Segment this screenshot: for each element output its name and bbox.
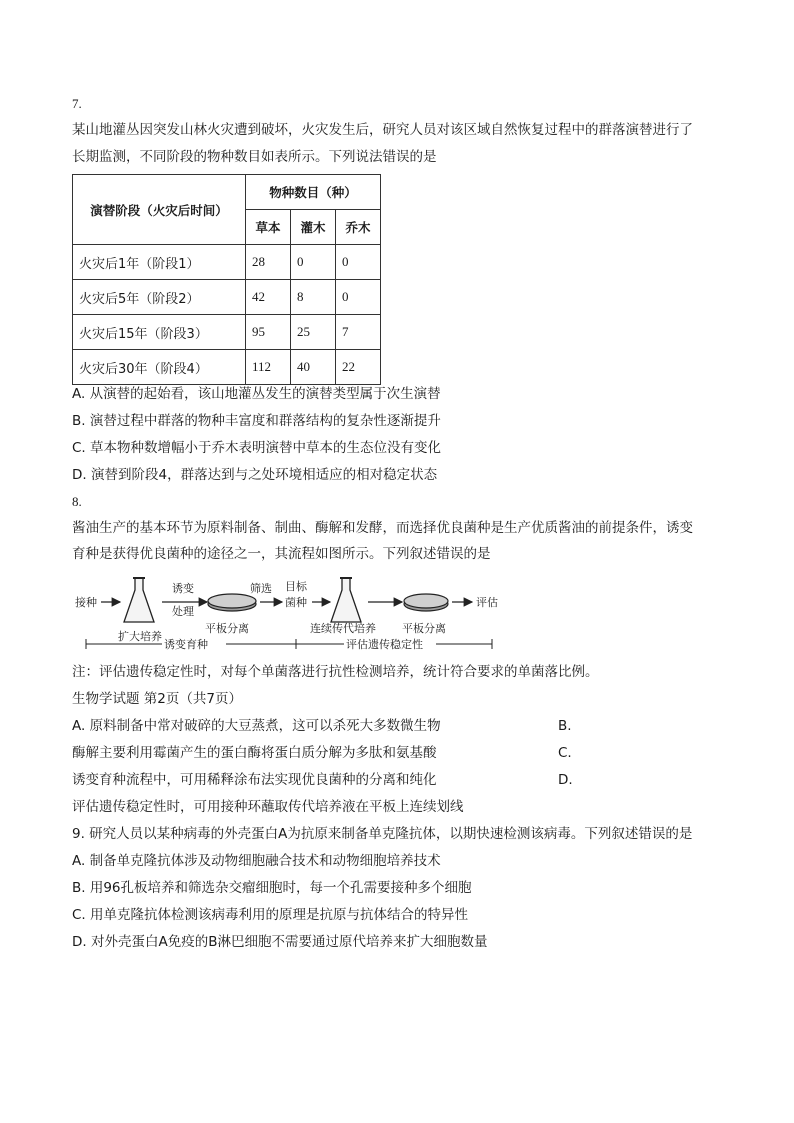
flow-label-inoculate: 接种 (75, 596, 97, 609)
q7-option-a: A. 从演替的起始看，该山地灌丛发生的演替类型属于次生演替 (72, 386, 441, 402)
flow-label-target-1: 目标 (285, 580, 307, 593)
table-cell-stage: 火灾后15年（阶段3） (73, 315, 246, 350)
table-cell-shrub: 40 (291, 350, 336, 385)
table-cell-tree: 0 (336, 280, 381, 315)
flow-label-expand-culture: 扩大培养 (118, 630, 162, 643)
q9-stem: 9. 研究人员以某种病毒的外壳蛋白A为抗原来制备单克隆抗体，以期快速检测该病毒。下列叙述错误的是 (72, 826, 693, 842)
q7-option-b: B. 演替过程中群落的物种丰富度和群落结构的复杂性逐渐提升 (72, 413, 441, 429)
q8-flow-diagram (72, 570, 512, 654)
q7-stem-line2: 长期监测，不同阶段的物种数目如表所示。下列说法错误的是 (72, 149, 437, 165)
table-cell-herb: 28 (246, 245, 291, 280)
flask-icon (331, 578, 361, 622)
flow-label-continuous-culture: 连续传代培养 (310, 622, 376, 635)
q8-option-d-text: 评估遗传稳定性时，可用接种环蘸取传代培养液在平板上连续划线 (72, 799, 464, 815)
table-header-herb: 草本 (246, 210, 291, 245)
q7-option-d: D. 演替到阶段4，群落达到与之处环境相适应的相对稳定状态 (72, 467, 438, 483)
q8-stem-line1: 酱油生产的基本环节为原料制备、制曲、酶解和发酵，而选择优良菌种是生产优质酱油的前提条件，诱变 (72, 520, 693, 536)
table-header-shrub: 灌木 (291, 210, 336, 245)
table-cell-stage: 火灾后5年（阶段2） (73, 280, 246, 315)
table-row (73, 245, 381, 280)
q9-option-c: C. 用单克隆抗体检测该病毒利用的原理是抗原与抗体结合的特异性 (72, 907, 469, 923)
table-row (73, 280, 381, 315)
table-header-tree: 乔木 (336, 210, 381, 245)
q7-stem-line1: 某山地灌丛因突发山林火灾遭到破坏，火灾发生后，研究人员对该区域自然恢复过程中的群落演替进行了 (72, 122, 693, 138)
q7-species-table (72, 174, 381, 385)
page-footer: 生物学试题 第2页（共7页） (72, 691, 242, 707)
flow-label-mutagenesis-1: 诱变 (172, 582, 194, 595)
flow-label-plate-separation-1: 平板分离 (205, 622, 249, 635)
table-cell-tree: 22 (336, 350, 381, 385)
q9-option-a: A. 制备单克隆抗体涉及动物细胞融合技术和动物细胞培养技术 (72, 853, 441, 869)
flow-label-target-2: 菌种 (285, 596, 307, 609)
petri-dish-icon (208, 594, 256, 611)
q7-option-c: C. 草本物种数增幅小于乔木表明演替中草本的生态位没有变化 (72, 440, 442, 456)
table-cell-herb: 95 (246, 315, 291, 350)
flow-bracket-evaluate-stability: 评估遗传稳定性 (346, 638, 423, 651)
flask-icon (124, 578, 154, 622)
table-cell-shrub: 25 (291, 315, 336, 350)
q7-number: 7. (72, 96, 82, 111)
q8-option-c-text: 诱变育种流程中，可用稀释涂布法实现优良菌种的分离和纯化 (72, 772, 437, 788)
table-cell-stage: 火灾后1年（阶段1） (73, 245, 246, 280)
flow-label-screen: 筛选 (250, 582, 272, 595)
table-cell-shrub: 0 (291, 245, 336, 280)
table-cell-herb: 42 (246, 280, 291, 315)
table-row (73, 350, 381, 385)
q8-note: 注：评估遗传稳定性时，对每个单菌落进行抗性检测培养，统计符合要求的单菌落比例。 (72, 664, 599, 680)
flow-label-plate-separation-2: 平板分离 (402, 622, 446, 635)
flow-label-evaluate: 评估 (476, 596, 498, 609)
q8-number: 8. (72, 494, 82, 509)
flow-label-mutagenesis-2: 处理 (172, 605, 194, 618)
table-header-species: 物种数目（种） (246, 175, 381, 210)
table-header-stage: 演替阶段（火灾后时间） (73, 175, 246, 245)
flow-bracket-mutation-breeding: 诱变育种 (164, 638, 208, 651)
q8-option-d-label: D. (558, 772, 573, 788)
table-cell-tree: 0 (336, 245, 381, 280)
table-row (73, 315, 381, 350)
q8-option-c-label: C. (558, 745, 572, 761)
q8-option-b-label: B. (558, 718, 572, 734)
q8-stem-line2: 育种是获得优良菌种的途径之一，其流程如图所示。下列叙述错误的是 (72, 546, 491, 562)
table-cell-herb: 112 (246, 350, 291, 385)
petri-dish-icon (404, 594, 448, 611)
table-cell-tree: 7 (336, 315, 381, 350)
q9-option-d: D. 对外壳蛋白A免疫的B淋巴细胞不需要通过原代培养来扩大细胞数量 (72, 934, 488, 950)
q8-option-a: A. 原料制备中常对破碎的大豆蒸煮，这可以杀死大多数微生物 (72, 718, 441, 734)
table-cell-stage: 火灾后30年（阶段4） (73, 350, 246, 385)
q9-option-b: B. 用96孔板培养和筛选杂交瘤细胞时，每一个孔需要接种多个细胞 (72, 880, 472, 896)
q8-option-b-text: 酶解主要利用霉菌产生的蛋白酶将蛋白质分解为多肽和氨基酸 (72, 745, 437, 761)
table-cell-shrub: 8 (291, 280, 336, 315)
